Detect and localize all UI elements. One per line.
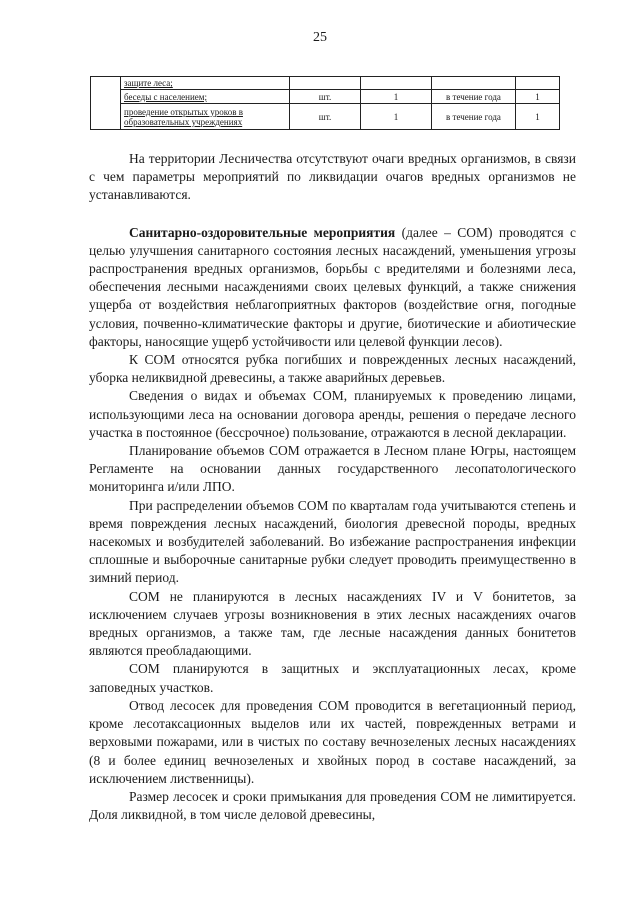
table-cell-last: 1 (516, 104, 560, 130)
paragraph: СОМ не планируются в лесных насаждениях IV и V бонитетов, за исключением случаев угрозы возникновения в этих лесных насаждениях очагов вредных организмов, а также там, где лесные насаждения данных бонитетов являются преобладающими. (89, 588, 576, 659)
table-cell-unit: шт. (290, 90, 361, 104)
table-cell-name: проведение открытых уроков в образовательных учреждениях (121, 104, 290, 130)
bold-term: Санитарно-оздоровительные мероприятия (129, 224, 396, 240)
paragraph: Планирование объемов СОМ отражается в Лесном плане Югры, настоящем Регламенте на основании данных государственного лесопатологического мониторинга и/или ЛПО. (89, 443, 576, 495)
paragraph: Отвод лесосек для проведения СОМ проводится в вегетационный период, кроме лесотаксационных выделов или их частей, поврежденных ветрами и верховыми пожарами, или в чистых по составу вечнозеленых лесных насаждениях (8 и более единиц вечнозеленых и хвойных пород в составе насаждений, за исключением лиственницы). (89, 697, 576, 786)
paragraph: На территории Лесничества отсутствуют очаги вредных организмов, в связи с чем параметры мероприятий по ликвидации очагов вредных организмов не устанавливаются. (89, 151, 576, 203)
paragraph: К СОМ относятся рубка погибших и поврежденных лесных насаждений, уборка неликвидной древесины, а также аварийных деревьев. (89, 352, 576, 386)
table-cell-period: в течение года (432, 90, 516, 104)
paragraph: Размер лесосек и сроки примыкания для проведения СОМ не лимитируется. Доля ликвидной, в том числе деловой древесины, (89, 788, 576, 823)
paragraph: Сведения о видах и объемах СОМ, планируемых к проведению лицами, использующими леса на основании договора аренды, решения о передаче лесного участка в постоянное (бессрочное) пользование, отражаются в лесной декларации. (89, 388, 576, 440)
table-cell-period: в течение года (432, 104, 516, 130)
paragraph (89, 224, 576, 351)
table-cell-empty (91, 77, 121, 130)
paragraph-text: (далее – СОМ) проводятся с целью улучшения санитарного состояния лесных насаждений, уменьшения угрозы распространения вредных организмов, борьбы с вредителями и болезнями леса, обеспечения лесными насаждениями своих целевых функций, а также снижения ущерба от воздействия неблагоприятных факторов (воздействие огня, погодные условия, почвенно-климатические факторы и другие, биотические и абиотические факторы, наносящие ущерб устойчивости или целевой функции лесов). (89, 224, 577, 349)
table-cell-last: 1 (516, 90, 560, 104)
table-row (91, 104, 560, 130)
table-cell-period (432, 77, 516, 90)
table-cell-unit: шт. (290, 104, 361, 130)
table-cell-last (516, 77, 560, 90)
page-number: 25 (313, 30, 327, 45)
paragraph: СОМ планируются в защитных и эксплуатационных лесах, кроме заповедных участков. (89, 661, 576, 695)
table-cell-qty: 1 (361, 104, 432, 130)
table-cell-unit (290, 77, 361, 90)
table-row (91, 90, 560, 104)
table-cell-name: защите леса; (121, 77, 290, 90)
paragraph: При распределении объемов СОМ по кварталам года учитываются степень и время повреждения лесных насаждений, биология древесной породы, вредных насекомых и возбудителей заболеваний. Во избежание распространения инфекции сплошные и выборочные санитарные рубки следует проводить преимущественно в зимний период. (89, 497, 576, 586)
document-body (89, 150, 576, 824)
table-cell-qty: 1 (361, 90, 432, 104)
table-row (91, 77, 560, 90)
activities-table (90, 76, 560, 130)
table-cell-name: беседы с населением; (121, 90, 290, 104)
table-cell-qty (361, 77, 432, 90)
